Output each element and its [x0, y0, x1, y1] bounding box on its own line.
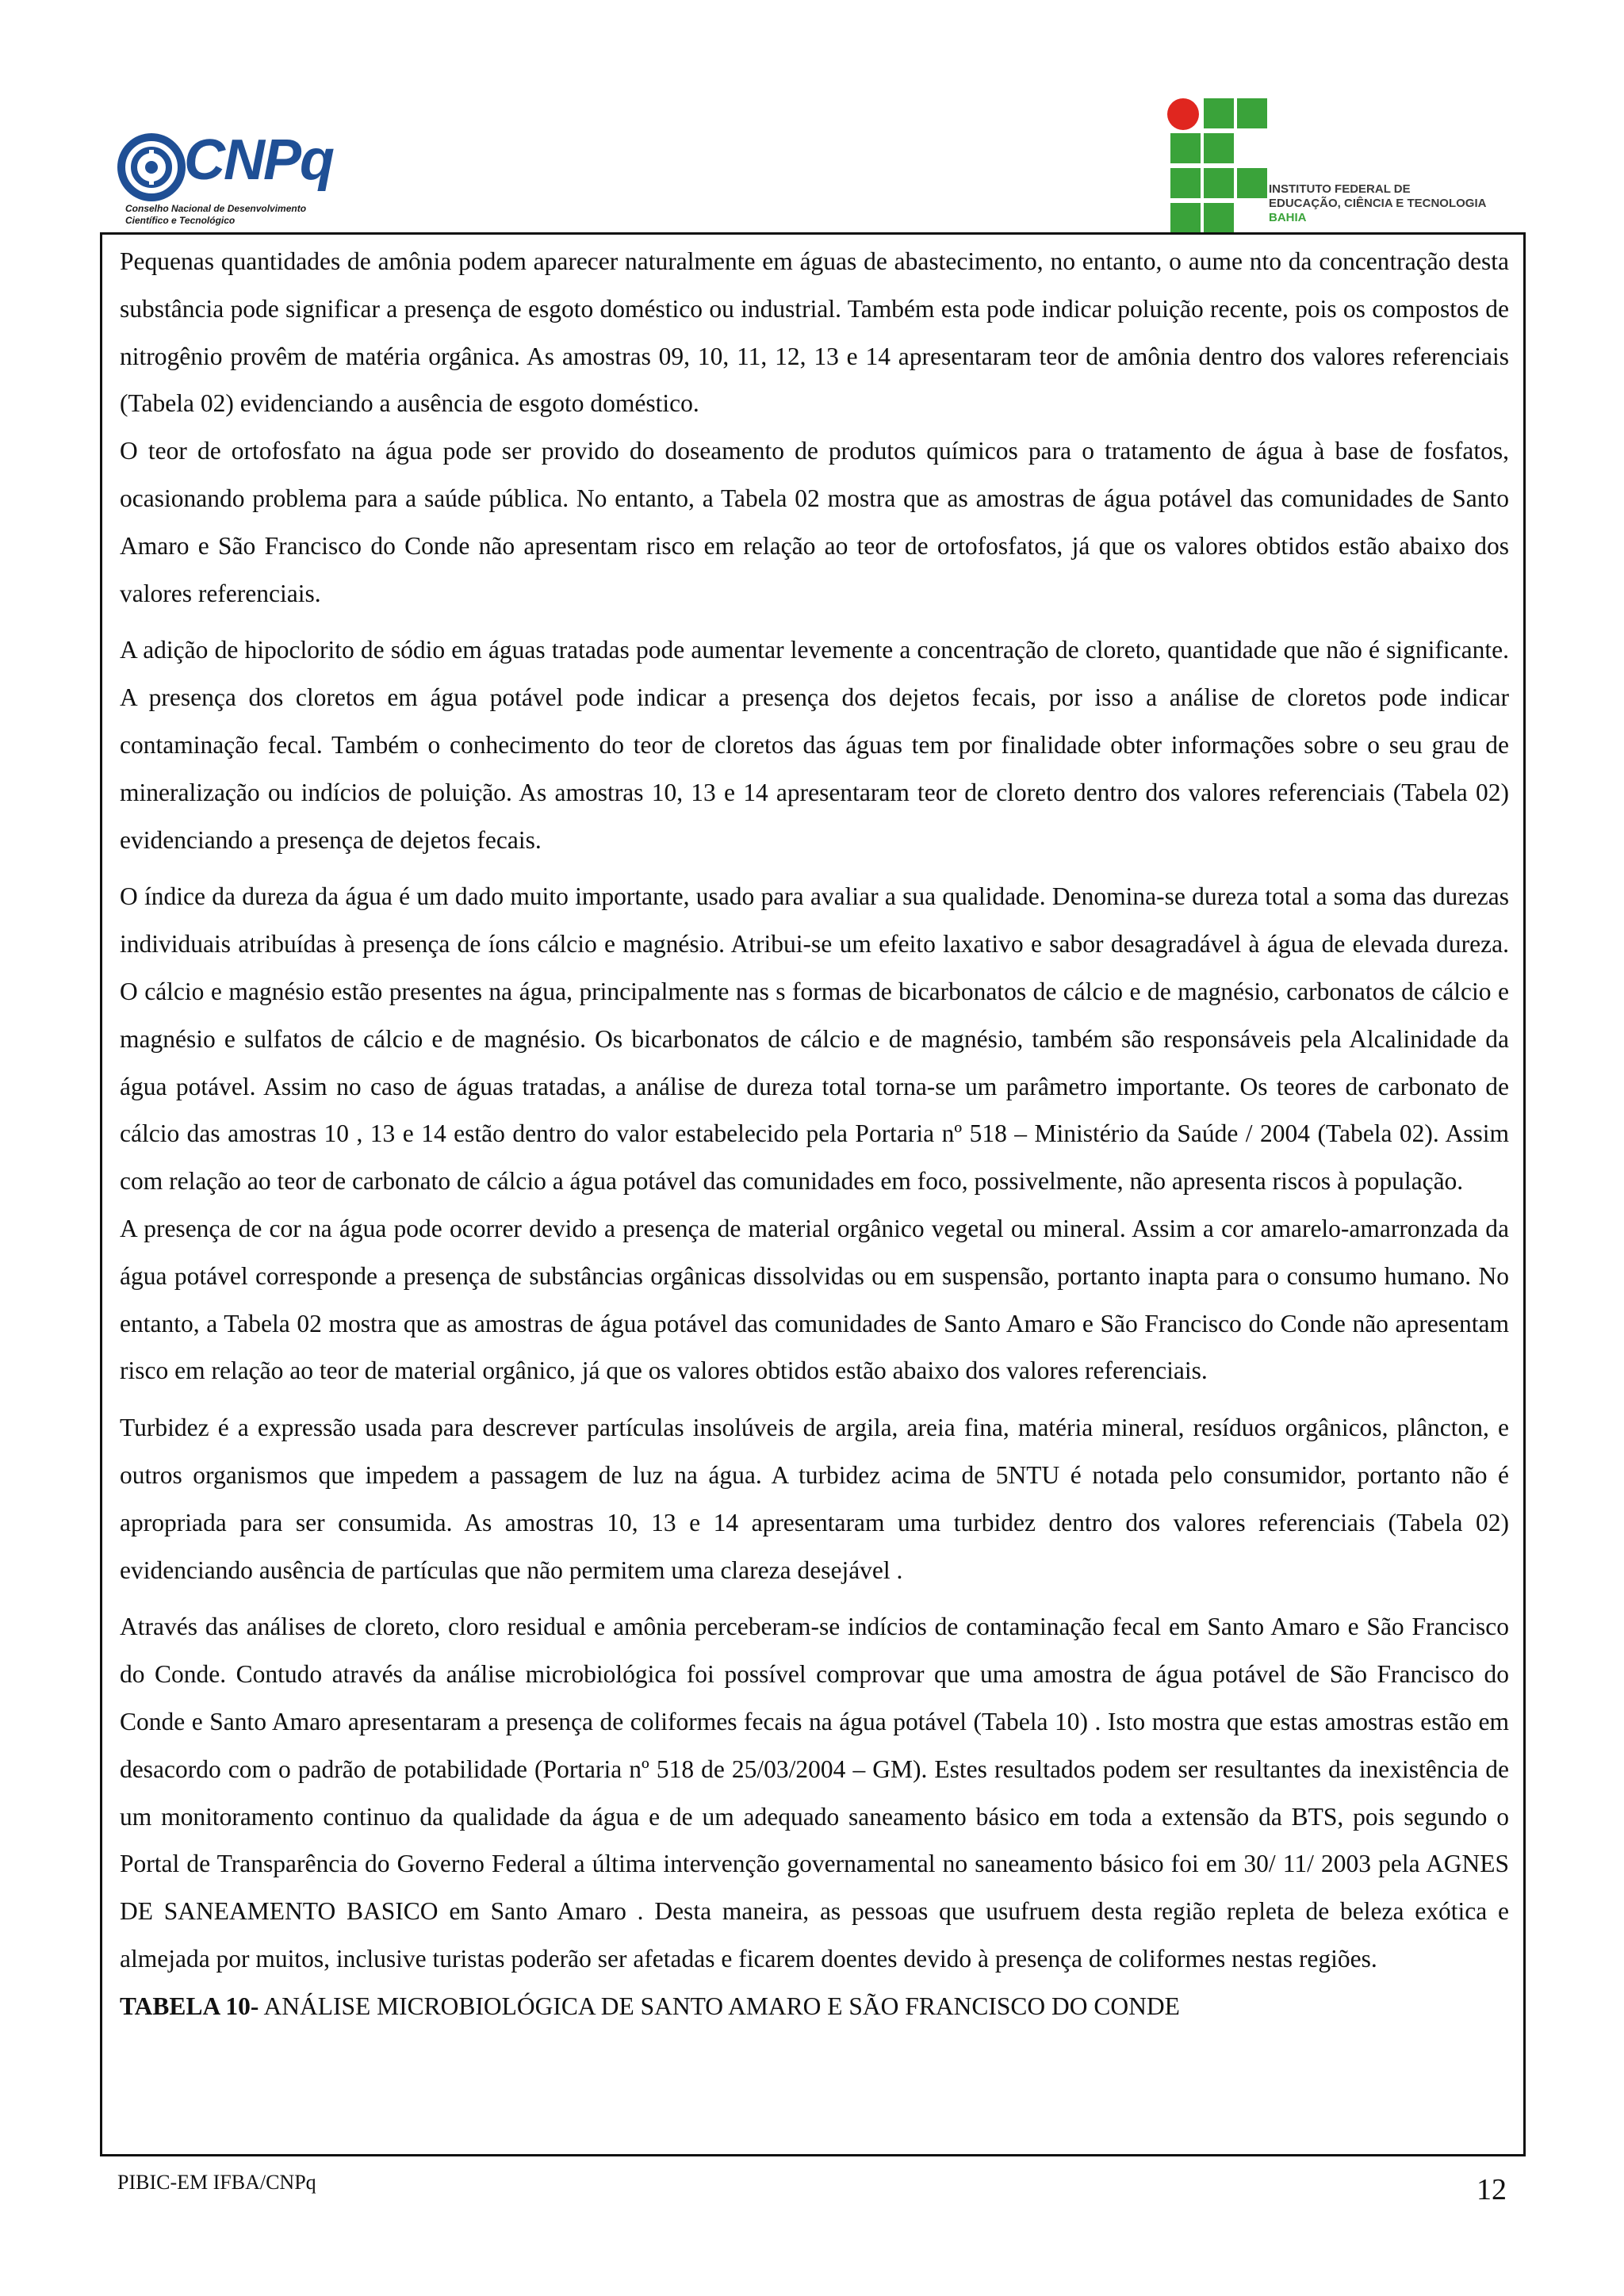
paragraph-ortofosfato: O teor de ortofosfato na água pode ser provido do doseamento de produtos químicos para o tratamento de água à base de fosfatos, ocasionando problema para a saúde pública. No entanto, a Tabela 02 mostra que as amostras de água potável das comunidades de Santo Amaro e São Francisco do Conde não apresentam risco em relação ao teor de ortofosfatos, já que os valores obtidos estão abaixo dos valores referenciais. — [120, 437, 1509, 607]
body-text — [120, 238, 1509, 2030]
page-number: 12 — [1477, 2173, 1507, 2206]
paragraph-conclusao: Através das análises de cloreto, cloro residual e amônia perceberam-se indícios de contaminação fecal em Santo Amaro e São Francisco do Conde. Contudo através da análise microbiológica foi possível comprovar que uma amostra de água potável de São Francisco do Conde e Santo Amaro apresentaram a presença de coliformes fecais na água potável (Tabela 10) . Isto mostra que estas amostras estão em desacordo com o padrão de potabilidade (Portaria nº 518 de 25/03/2004 – GM). Estes resultados podem ser resultantes da inexistência de um monitoramento continuo da qualidade da água e de um adequado saneamento básico em toda a extensão da BTS, pois segundo o Portal de Transparência do Governo Federal a última intervenção governamental no saneamento básico foi em 30/ 11/ 2003 pela AGNES DE SANEAMENTO BASICO em Santo Amaro . Desta maneira, as pessoas que usufruem desta região repleta de beleza exótica e almejada por muitos, inclusive turistas poderão ser afetadas e ficarem doentes devido à presença de coliformes nestas regiões. — [120, 1613, 1509, 1973]
cnpq-logo — [117, 125, 355, 228]
ifba-emblem-icon — [1166, 97, 1269, 236]
paragraph-turbidez: Turbidez é a expressão usada para descrever partículas insolúveis de argila, areia fina, matéria mineral, resíduos orgânicos, plâncton, e outros organismos que impedem a passagem de luz na água. A turbidez acima de 5NTU é notada pelo consumidor, portanto não é apropriada para ser consumida. As amostras 10, 13 e 14 apresentaram uma turbidez dentro dos valores referenciais (Tabela 02) evidenciando ausência de partículas que não permitem uma clareza desejável . — [120, 1414, 1509, 1584]
ifba-name: INSTITUTO FEDERAL DE EDUCAÇÃO, CIÊNCIA E TECNOLOGIA BAHIA — [1269, 182, 1487, 224]
paragraph-cor: A presença de cor na água pode ocorrer devido a presença de material orgânico vegetal ou mineral. Assim a cor amarelo-amarronzada da água potável corresponde a presença de substâncias orgânicas dissolvidas ou em suspensão, portanto inapta para o consumo humano. No entanto, a Tabela 02 mostra que as amostras de água potável das comunidades de Santo Amaro e São Francisco do Conde não apresentam risco em relação ao teor de material orgânico, já que os valores obtidos estão abaixo dos valores referenciais. — [120, 1214, 1509, 1385]
content-frame — [100, 232, 1526, 2156]
paragraph-amonia: Pequenas quantidades de amônia podem aparecer naturalmente em águas de abastecimento, no entanto, o aume nto da concentração desta substância pode significar a presença de esgoto doméstico ou industrial. Também esta pode indicar poluição recente, pois os compostos de nitrogênio provêm de matéria orgânica. As amostras 09, 10, 11, 12, 13 e 14 apresentaram teor de amônia dentro dos valores referenciais (Tabela 02) evidenciando a ausência de esgoto doméstico. — [120, 247, 1509, 418]
cnpq-subtitle: Conselho Nacional de Desenvolvimento Científico e Tecnológico — [125, 203, 307, 226]
footer-label: PIBIC-EM IFBA/CNPq — [117, 2171, 316, 2194]
paragraph-dureza: O índice da dureza da água é um dado muito importante, usado para avaliar a sua qualidade. Denomina-se dureza total a soma das durezas individuais atribuídas à presença de íons cálcio e magnésio. Atribui-se um efeito laxativo e sabor desagradável à água de elevada dureza. O cálcio e magnésio estão presentes na água, principalmente nas s formas de bicarbonatos de cálcio e de magnésio, carbonatos de cálcio e magnésio e sulfatos de cálcio e de magnésio. Os bicarbonatos de cálcio e de magnésio, também são responsáveis pela Alcalinidade da água potável. Assim no caso de águas tratadas, a análise de dureza total torna-se um parâmetro importante. Os teores de carbonato de cálcio das amostras 10 , 13 e 14 estão dentro do valor estabelecido pela Portaria nº 518 – Ministério da Saúde / 2004 (Tabela 02). Assim com relação ao teor de carbonato de cálcio a água potável das comunidades em foco, possivelmente, não apresenta riscos à população. — [120, 882, 1509, 1196]
ifba-logo — [1166, 97, 1515, 236]
table-caption: TABELA 10- ANÁLISE MICROBIOLÓGICA DE SANTO AMARO E SÃO FRANCISCO DO CONDE — [120, 1992, 1180, 2020]
paragraph-cloreto: A adição de hipoclorito de sódio em águas tratadas pode aumentar levemente a concentração de cloreto, quantidade que não é significante. A presença dos cloretos em água potável pode indicar a presença dos dejetos fecais, por isso a análise de cloretos pode indicar contaminação fecal. Também o conhecimento do teor de cloretos das águas tem por finalidade obter informações sobre o seu grau de mineralização ou indícios de poluição. As amostras 10, 13 e 14 apresentaram teor de cloreto dentro dos valores referenciais (Tabela 02) evidenciando a presença de dejetos fecais. — [120, 636, 1509, 854]
cnpq-wordmark: CNPq — [184, 128, 333, 192]
cnpq-emblem-icon — [117, 133, 186, 201]
